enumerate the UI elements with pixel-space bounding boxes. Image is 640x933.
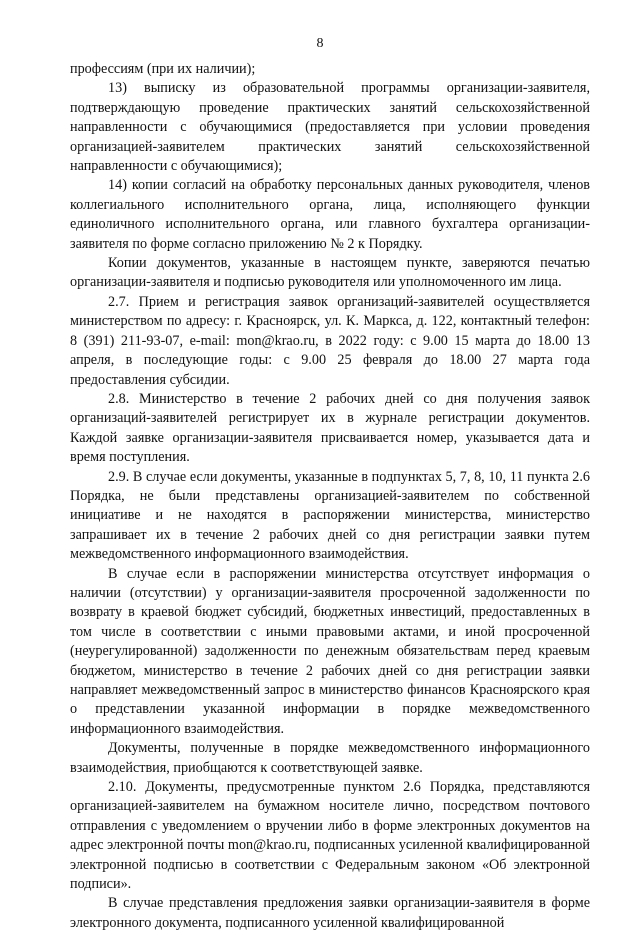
paragraph: 2.10. Документы, предусмотренные пунктом 2.6 Порядка, представляются организацией-заявителем на бумажном носителе лично, посредством почтового отправления с уведомлением о вручении либо в форме электронных документов на адрес электронной почты mon@krao.ru, подписанных усиленной квалифицированной электронной подписью в соответствии с Федеральным законом «Об электронной подписи». [70,779,590,893]
paragraph: 2.8. Министерство в течение 2 рабочих дней со дня получения заявок организаций-заявителей регистрирует их в журнале регистрации документов. Каждой заявке организации-заявителя присваивается номер, указывается дата и время поступления. [70,390,590,466]
paragraph: профессиям (при их наличии); [70,61,256,77]
paragraph: Копии документов, указанные в настоящем пункте, заверяются печатью организации-заявителя и подписью руководителя или уполномоченного им лица. [70,255,590,291]
paragraph: 13) выписку из образовательной программы организации-заявителя, подтверждающую проведение практических занятий сельскохозяйственной направленности с обучающимися (предоставляется при условии проведения организацией-заявителем практических занятий сельскохозяйственной направленности с обучающимися); [70,80,590,175]
paragraph: В случае если в распоряжении министерства отсутствует информация о наличии (отсутствии) у организации-заявителя просроченной задолженности по возврату в краевой бюджет субсидий, бюджетных инвестиций, предоставленных в том числе в соответствии с иными правовыми актами, и иной просроченной (неурегулированной) задолженности по денежным обязательствам перед краевым бюджетом, министерство в течение 2 рабочих дней со дня регистрации заявки направляет межведомственный запрос в министерство финансов Красноярского края о представлении указанной информации в порядке межведомственного информационного взаимодействия. [70,565,590,737]
paragraph: 2.7. Прием и регистрация заявок организаций-заявителей осуществляется министерством по адресу: г. Красноярск, ул. К. Маркса, д. 122, контактный телефон: 8 (391) 211-93-07, e-mail: mon@krao.ru, в 2022 году: с 9.00 15 марта до 18.00 13 апреля, в последующие годы: с 9.00 25 февраля до 18.00 27 марта года предоставления субсидии. [70,293,590,388]
document-body [70,60,590,933]
paragraph: 2.9. В случае если документы, указанные в подпунктах 5, 7, 8, 10, 11 пункта 2.6 Порядка, не были представлены организацией-заявителем по собственной инициативе и не находятся в распоряжении министерства, министерство запрашивает их в течение 2 рабочих дней со дня регистрации заявки путем межведомственного информационного взаимодействия. [70,468,590,563]
paragraph: 14) копии согласий на обработку персональных данных руководителя, членов коллегиального исполнительного органа, лица, исполняющего функции единоличного исполнительного органа, или главного бухгалтера организации-заявителя по форме согласно приложению № 2 к Порядку. [70,177,590,252]
paragraph: Документы, полученные в порядке межведомственного информационного взаимодействия, приобщаются к соответствующей заявке. [70,740,590,776]
page-number: 8 [316,36,324,51]
paragraph: В случае представления предложения заявки организации-заявителя в форме электронного документа, подписанного усиленной квалифицированной [70,895,590,931]
